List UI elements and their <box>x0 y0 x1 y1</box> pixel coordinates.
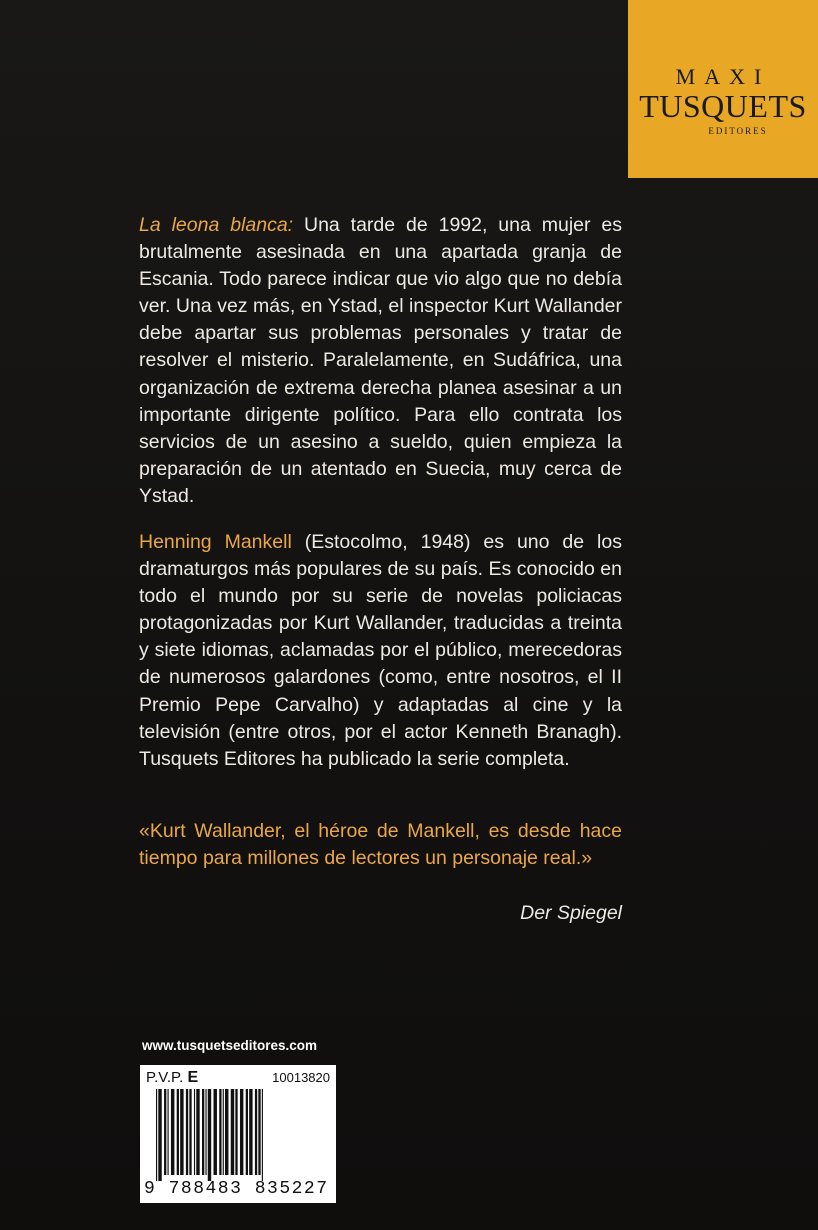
barcode-bar <box>223 1089 224 1175</box>
barcode-bar <box>186 1089 188 1175</box>
logo-tusquets: TUSQUETS <box>639 88 807 124</box>
barcode-bar <box>177 1089 179 1175</box>
barcode-bar <box>205 1089 206 1175</box>
author-bio: (Estocolmo, 1948) es uno de los dramaturgos más populares de su país. Es conocido en todo el mundo por su serie de novelas policiacas protagonizadas por Kurt Wallander, traducidas a treinta y siete idiomas, aclamadas por el público, merecedoras de numerosos galardones (como, entre nosotros, el II Premio Pepe Carvalho) y adaptadas al cine y la televisión (entre otros, por el actor Kenneth Branagh). Tusquets Editores ha publicado la serie completa. <box>139 531 622 770</box>
price-label <box>146 1069 198 1087</box>
pvp-code: E <box>187 1069 199 1086</box>
quote-source: Der Spiegel <box>520 902 622 924</box>
logo-editores: EDITORES <box>708 126 768 136</box>
barcode-bars <box>154 1089 332 1181</box>
barcode-bar <box>208 1089 211 1181</box>
barcode-bar <box>262 1089 263 1181</box>
barcode-bar <box>194 1089 195 1175</box>
barcode-bar <box>219 1089 221 1175</box>
barcode-bar <box>231 1089 234 1175</box>
barcode-bar <box>156 1089 157 1181</box>
barcode-bar <box>246 1089 248 1175</box>
barcode-bar <box>164 1089 166 1175</box>
isbn-number: 9 788483 835227 <box>144 1179 329 1199</box>
synopsis-text: Una tarde de 1992, una mujer es brutalmente asesinada en una apartada granja de Escania. Todo parece indicar que vio algo que no debía ver. Una vez más, en Ystad, el inspector Kurt Wallander debe apartar sus problemas personales y tratar de resolver el misterio. Paralelamente, en Sudáfrica, una organización de extrema derecha planea asesinar a un importante dirigente político. Para ello contrata los servicios de un asesino a sueldo, quien empieza la preparación de un atentado en Suecia, muy cerca de Ystad. <box>139 214 622 507</box>
book-title: La leona blanca: <box>139 214 294 236</box>
barcode-bar <box>240 1089 243 1175</box>
synopsis-paragraph <box>139 212 622 510</box>
barcode-bar <box>214 1089 217 1175</box>
barcode-bar <box>158 1089 161 1181</box>
author-name: Henning Mankell <box>139 531 292 553</box>
website-url: www.tusquetseditores.com <box>142 1038 318 1053</box>
barcode-bar <box>235 1089 237 1175</box>
barcode-bar <box>168 1089 169 1175</box>
publisher-logo <box>628 0 818 178</box>
author-paragraph <box>139 529 622 773</box>
barcode-bar <box>171 1089 174 1175</box>
barcode-bar <box>189 1089 191 1175</box>
barcode-bar <box>258 1089 260 1175</box>
barcode-bar <box>202 1089 204 1175</box>
barcode-bar <box>249 1089 252 1175</box>
logo-maxi: MAXI <box>675 64 771 89</box>
barcode-bar <box>196 1089 199 1175</box>
barcode-label <box>140 1065 336 1203</box>
product-code: 10013820 <box>272 1070 330 1085</box>
review-quote: «Kurt Wallander, el héroe de Mankell, es desde hace tiempo para millones de lectores un personaje real.» <box>139 820 622 870</box>
barcode-bar <box>180 1089 183 1175</box>
barcode-bar <box>225 1089 228 1175</box>
barcode-bar <box>255 1089 257 1175</box>
pvp-label: P.V.P. <box>146 1069 184 1086</box>
